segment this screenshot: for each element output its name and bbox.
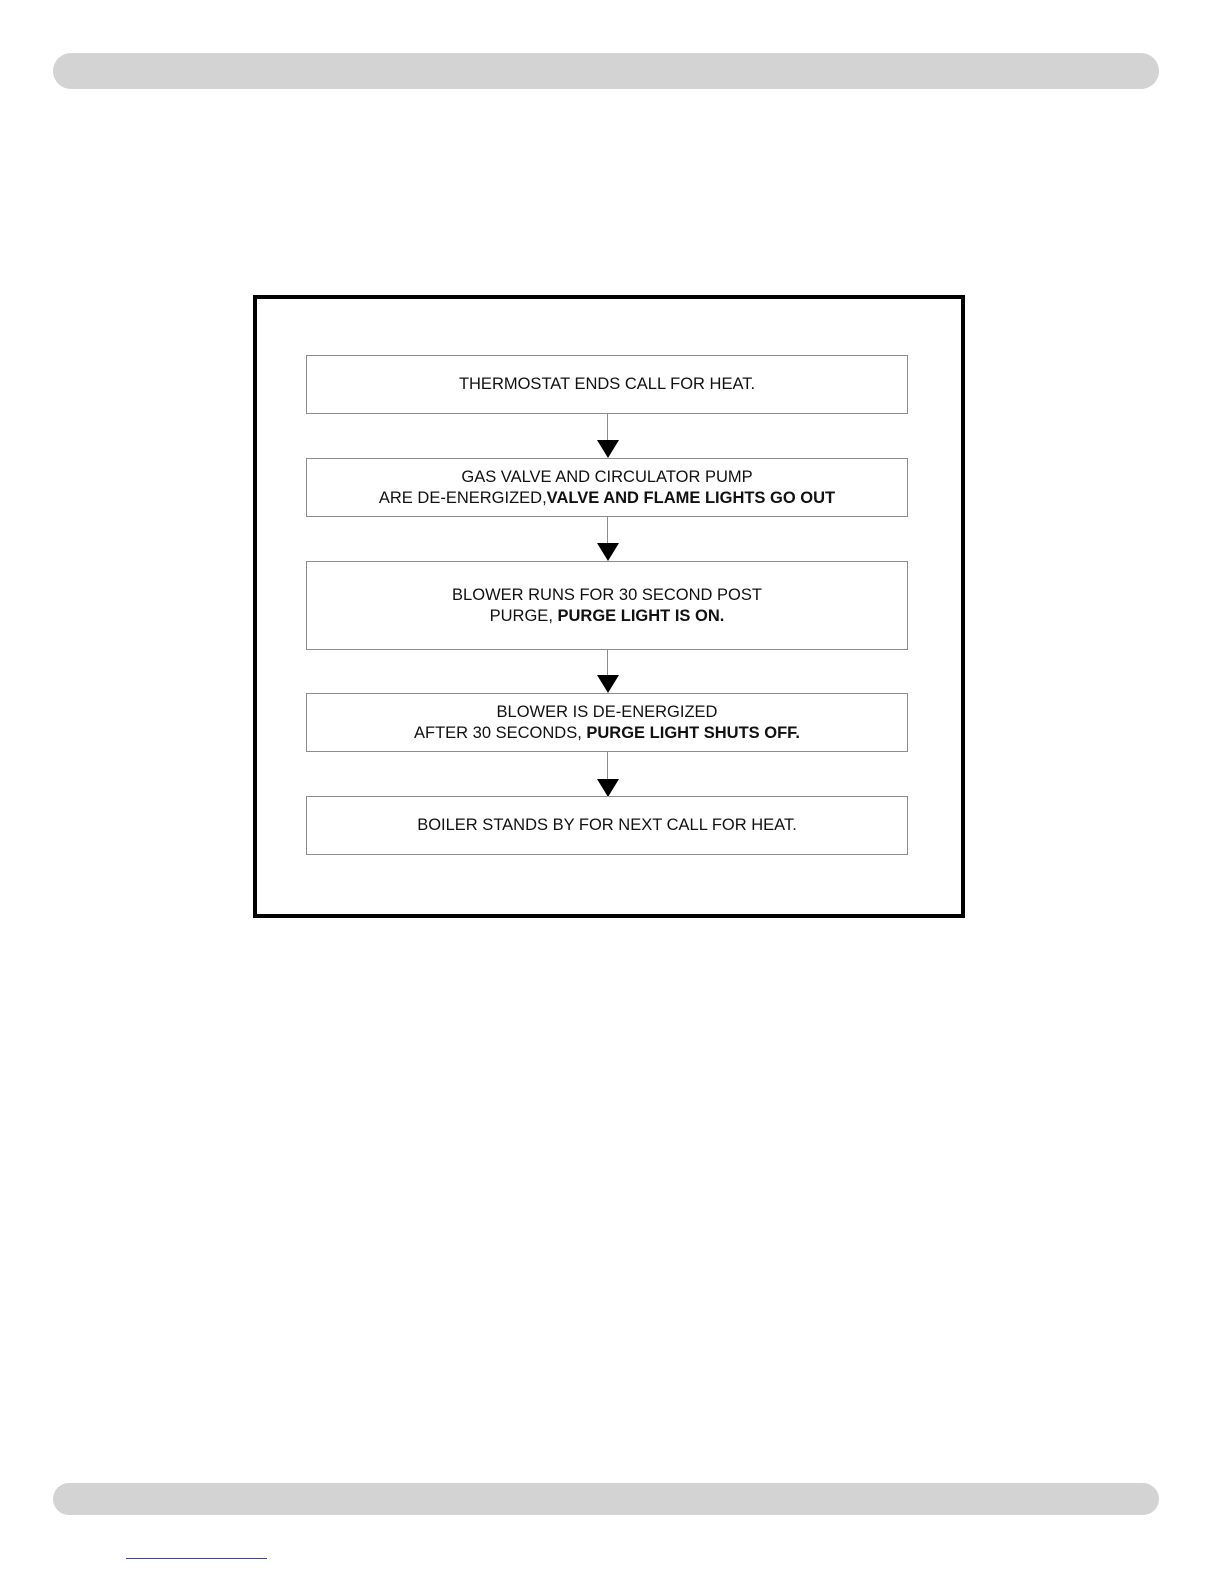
step-2-line-2-normal: ARE DE-ENERGIZED, — [378, 488, 547, 507]
step-1-line-1: THERMOSTAT ENDS CALL FOR HEAT. — [458, 375, 756, 393]
step-5-line-1: BOILER STANDS BY FOR NEXT CALL FOR HEAT. — [417, 816, 797, 834]
step-2-line-2 — [379, 488, 835, 509]
step-4-line-2-normal: AFTER 30 SECONDS, — [414, 723, 587, 742]
flow-step-blower-post-purge — [306, 561, 908, 650]
arrow-down-icon — [597, 440, 619, 458]
header-bar — [53, 53, 1159, 89]
footer-bar — [53, 1483, 1159, 1515]
step-3-line-1: BLOWER RUNS FOR 30 SECOND POST — [452, 585, 762, 604]
step-4-line-1: BLOWER IS DE-ENERGIZED — [496, 702, 718, 721]
connector-line-1 — [607, 414, 608, 440]
flow-step-boiler-stands-by — [306, 796, 908, 855]
footer-link-underline — [126, 1558, 267, 1559]
step-2-line-1: GAS VALVE AND CIRCULATOR PUMP — [461, 467, 753, 486]
arrow-down-icon — [597, 779, 619, 797]
step-3-line-2-normal: PURGE, — [489, 606, 558, 625]
flow-step-thermostat-ends-call — [306, 355, 908, 414]
flow-step-blower-de-energized — [306, 693, 908, 752]
connector-line-3 — [607, 650, 608, 675]
connector-line-2 — [607, 517, 608, 543]
flow-step-gas-valve-de-energized — [306, 458, 908, 517]
step-3-line-2 — [490, 606, 725, 627]
step-2-line-2-bold: VALVE AND FLAME LIGHTS GO OUT — [546, 488, 836, 507]
step-4-line-2-bold: PURGE LIGHT SHUTS OFF. — [586, 723, 800, 742]
arrow-down-icon — [597, 543, 619, 561]
arrow-down-icon — [597, 675, 619, 693]
connector-line-4 — [607, 752, 608, 779]
step-3-line-2-bold: PURGE LIGHT IS ON. — [557, 606, 725, 625]
step-4-line-2 — [414, 723, 800, 744]
